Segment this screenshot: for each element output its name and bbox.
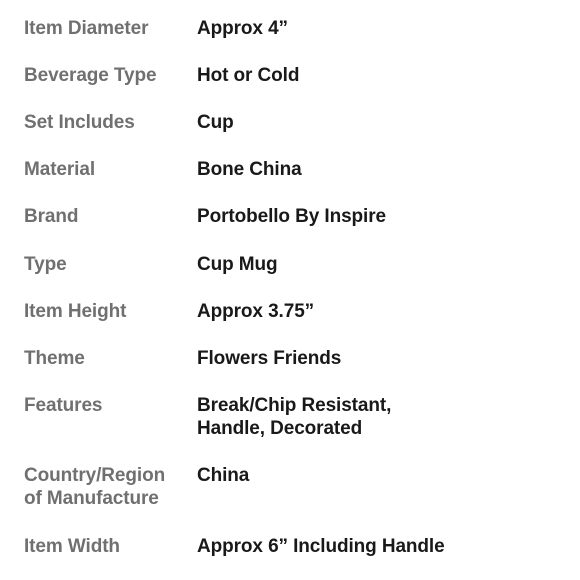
spec-value: Bone China [197, 159, 302, 180]
spec-value: Approx 4” [197, 18, 288, 39]
spec-label: Item Height [24, 301, 127, 322]
spec-value: Approx 3.75” [197, 301, 315, 322]
spec-label: Country/Region of Manufacture [24, 465, 166, 509]
spec-label: Theme [24, 348, 85, 369]
spec-label: Type [24, 254, 67, 275]
spec-label: Features [24, 395, 103, 416]
spec-label: Item Diameter [24, 18, 149, 39]
spec-value: Approx 6” Including Handle [197, 536, 445, 557]
spec-value: China [197, 465, 250, 486]
spec-label: Material [24, 159, 96, 180]
spec-value: Cup [197, 112, 234, 133]
spec-label: Set Includes [24, 112, 135, 133]
spec-value: Cup Mug [197, 254, 278, 275]
spec-value: Flowers Friends [197, 348, 342, 369]
spec-label: Item Width [24, 536, 120, 557]
spec-label: Brand [24, 206, 79, 227]
spec-value: Hot or Cold [197, 65, 300, 86]
spec-value: Portobello By Inspire [197, 206, 386, 227]
spec-label: Beverage Type [24, 65, 157, 86]
spec-value: Break/Chip Resistant, Handle, Decorated [197, 395, 392, 439]
